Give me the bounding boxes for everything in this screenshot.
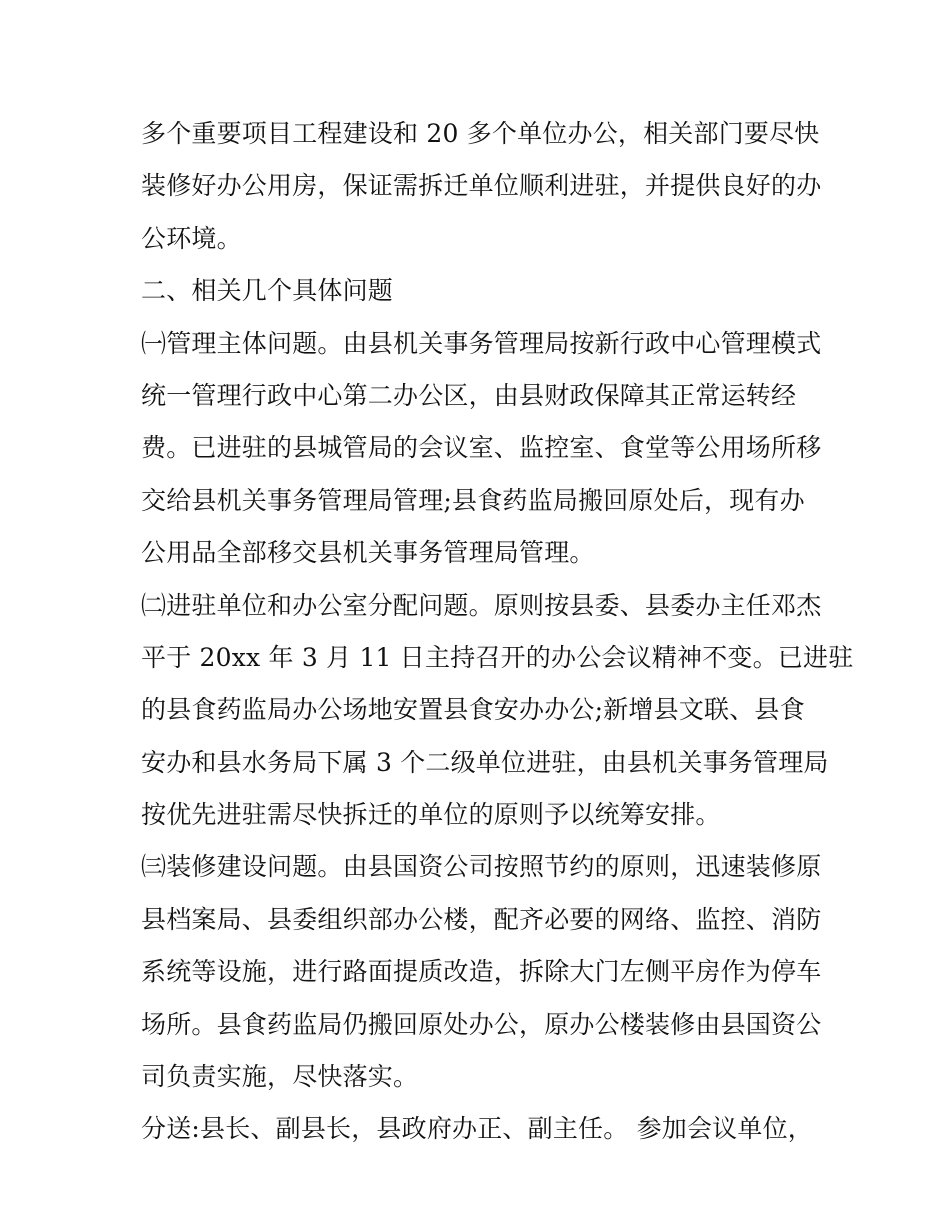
document-body: [141, 108, 854, 1156]
text-line: 装修好办公用房，保证需拆迁单位顺利进驻，并提供良好的办: [141, 171, 822, 201]
text-line: 场所。县食药监局仍搬回原处办公，原办公楼装修由县国资公: [141, 1009, 822, 1039]
section-heading: 二、相关几个具体问题: [141, 276, 394, 306]
text-line: 县档案局、县委组织部办公楼，配齐必要的网络、监控、消防: [141, 904, 822, 934]
text-line: 司负责实施，尽快落实。: [141, 1062, 419, 1092]
text-line: ㈡进驻单位和办公室分配问题。原则按县委、县委办主任邓杰: [141, 590, 822, 620]
text-line: ㈢装修建设问题。由县国资公司按照节约的原则，迅速装修原: [141, 852, 822, 882]
text-line: 公用品全部移交县机关事务管理局管理。: [141, 538, 595, 568]
text-line: 平于 20xx 年 3 月 11 日主持召开的办公会议精神不变。已进驻: [141, 642, 854, 672]
text-line: 的县食药监局办公场地安置县食安办办公;新增县文联、县食: [141, 695, 805, 725]
text-line: ㈠管理主体问题。由县机关事务管理局按新行政中心管理模式: [141, 328, 822, 358]
text-line: 交给县机关事务管理局管理;县食药监局搬回原处后，现有办: [141, 485, 805, 515]
text-line: 多个重要项目工程建设和 20 多个单位办公，相关部门要尽快: [141, 119, 820, 148]
text-line: 按优先进驻需尽快拆迁的单位的原则予以统筹安排。: [141, 800, 721, 830]
text-line: 安办和县水务局下属 3 个二级单位进驻，由县机关事务管理局: [141, 747, 829, 777]
text-line: 系统等设施，进行路面提质改造，拆除大门左侧平房作为停车: [141, 957, 822, 987]
text-line: 统一管理行政中心第二办公区，由县财政保障其正常运转经: [141, 380, 797, 410]
distribution-line: 分送:县长、副县长，县政府办正、副主任。 参加会议单位，: [141, 1114, 813, 1144]
text-line: 公环境。: [141, 223, 242, 253]
text-line: 费。已进驻的县城管局的会议室、监控室、食堂等公用场所移: [141, 433, 822, 463]
